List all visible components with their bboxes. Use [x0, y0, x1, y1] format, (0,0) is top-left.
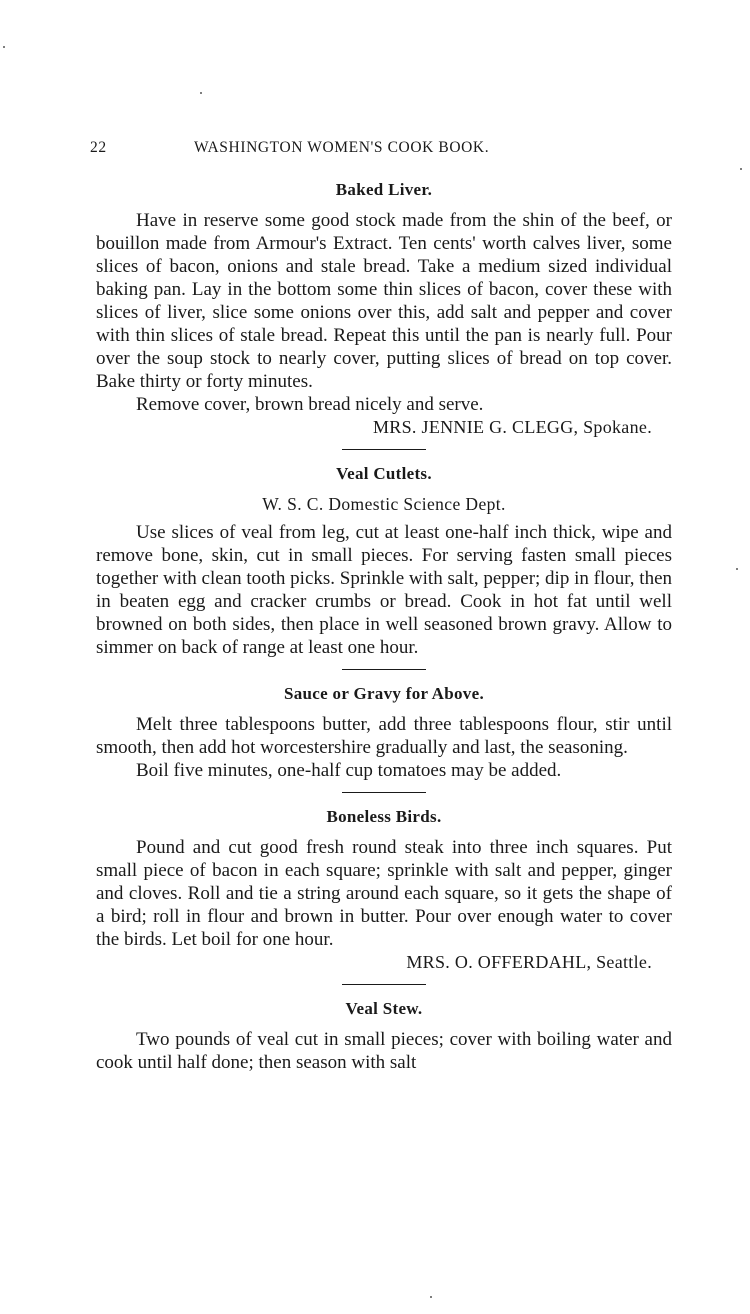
recipe-signature: MRS. O. OFFERDAHL, Seattle. [406, 952, 652, 972]
recipe-paragraph: Pound and cut good fresh round steak into three inch squares. Put small piece of bacon in each square; sprinkle with salt and pepper, ginger and cloves. Roll and tie a string around each square, so it gets the shape of a bird; roll in flour and brown in butter. Pour over enough water to cover the birds. Let boil for one hour. [96, 837, 672, 950]
recipe-paragraph: Use slices of veal from leg, cut at least one-half inch thick, wipe and remove bone, skin, cut in small pieces. For serving fasten small pieces together with clean tooth picks. Sprinkle with salt, pepper; dip in flour, then in beaten egg and cracker crumbs or bread. Cook in hot fat until well browned on both sides, then place in well seasoned brown gravy. Allow to simmer on back of range at least one hour. [96, 522, 672, 658]
scan-speck [740, 168, 742, 170]
recipe-title: Boneless Birds. [326, 807, 442, 826]
recipe-title: Baked Liver. [335, 180, 433, 199]
scan-speck [430, 1296, 432, 1298]
recipe-paragraph: Melt three tablespoons butter, add three tablespoons flour, stir until smooth, then add hot worcestershire gradually and last, the seasoning. [96, 714, 672, 758]
recipe-baked-liver [96, 178, 672, 439]
recipe-title: Sauce or Gravy for Above. [284, 684, 484, 703]
book-page [90, 132, 672, 1074]
section-divider [342, 669, 426, 670]
recipe-title: Veal Cutlets. [336, 464, 432, 483]
recipe-paragraph: Two pounds of veal cut in small pieces; cover with boiling water and cook until half done; then season with salt [96, 1029, 672, 1073]
recipe-veal-stew [96, 997, 672, 1074]
section-divider [342, 449, 426, 450]
recipe-title: Veal Stew. [345, 999, 423, 1018]
recipe-sauce-or-gravy [96, 682, 672, 782]
scan-speck [200, 92, 202, 94]
page-number: 22 [90, 139, 107, 156]
running-title: WASHINGTON WOMEN'S COOK BOOK. [194, 139, 490, 156]
recipe-signature: MRS. JENNIE G. CLEGG, Spokane. [373, 417, 652, 437]
recipe-boneless-birds [96, 805, 672, 974]
recipe-paragraph: Boil five minutes, one-half cup tomatoes may be added. [136, 760, 562, 781]
section-divider [342, 984, 426, 985]
section-divider [342, 792, 426, 793]
scan-speck [736, 568, 738, 570]
recipe-veal-cutlets [96, 462, 672, 659]
scan-speck [3, 46, 5, 48]
recipe-paragraph: Have in reserve some good stock made from the shin of the beef, or bouillon made from Armour's Extract. Ten cents' worth calves liver, some slices of bacon, onions and stale bread. Take a medium sized individual baking pan. Lay in the bottom some thin slices of bacon, cover these with slices of liver, slice some onions over this, add salt and pepper and cover with thin slices of stale bread. Repeat this until the pan is nearly full. Pour over the soup stock to nearly cover, putting slices of bread on top cover. Bake thirty or forty minutes. [96, 210, 672, 392]
recipe-source: W. S. C. Domestic Science Dept. [262, 494, 506, 514]
page-header [90, 132, 672, 158]
recipe-paragraph: Remove cover, brown bread nicely and serve. [136, 394, 484, 415]
